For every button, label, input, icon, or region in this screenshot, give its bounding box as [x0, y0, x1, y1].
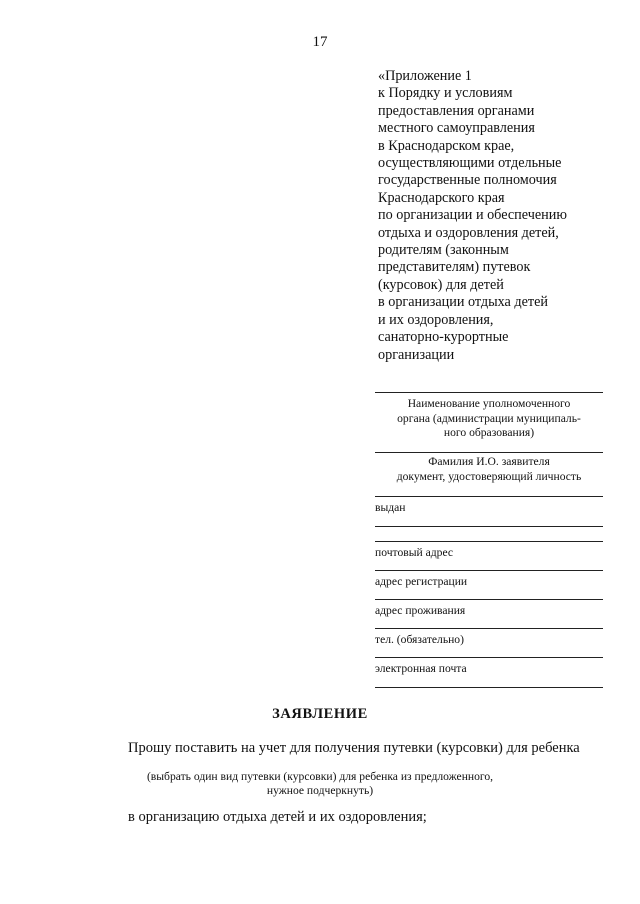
appendix-line: в Краснодарском крае,: [378, 137, 515, 154]
statement-title: ЗАЯВЛЕНИЕ: [272, 706, 368, 722]
selection-hint: (выбрать один вид путевки (курсовки) для ребенка из предложенного, нужное подчеркнуть): [146, 770, 494, 797]
identity-document-line[interactable]: [375, 496, 603, 497]
appendix-line: местного самоуправления: [378, 120, 535, 137]
appendix-line: организации: [378, 346, 455, 363]
authority-name-line[interactable]: [375, 392, 603, 393]
appendix-line: (курсовок) для детей: [378, 276, 504, 293]
appendix-line: предоставления органами: [378, 102, 535, 119]
appendix-line: отдыха и оздоровления детей,: [378, 224, 559, 241]
issued-line-1[interactable]: [375, 526, 603, 527]
appendix-line: «Приложение 1: [378, 68, 472, 84]
postal-address-line[interactable]: [375, 570, 603, 571]
appendix-line: Краснодарского края: [378, 189, 505, 206]
applicant-caption: Фамилия И.О. заявителя документ, удостоверяющий личность: [396, 455, 582, 483]
residence-address-label: адрес проживания: [375, 604, 466, 617]
email-line[interactable]: [375, 687, 603, 688]
page-number: 17: [312, 34, 328, 50]
applicant-name-line[interactable]: [375, 452, 603, 453]
appendix-line: осуществляющими отдельные: [378, 155, 562, 172]
appendix-line: и их оздоровления,: [378, 311, 494, 328]
registration-address-line[interactable]: [375, 599, 603, 600]
registration-address-label: адрес регистрации: [375, 575, 468, 588]
request-text: Прошу поставить на учет для получения путевки (курсовки) для ребенка: [128, 740, 580, 756]
authority-caption: Наименование уполномоченного органа (администрации муниципаль- ного образования): [397, 397, 581, 440]
residence-address-line[interactable]: [375, 628, 603, 629]
appendix-heading: [378, 68, 567, 364]
postal-address-label: почтовый адрес: [375, 546, 454, 559]
destination-text: в организацию отдыха детей и их оздоровления;: [128, 809, 427, 825]
phone-label: тел. (обязательно): [375, 633, 464, 646]
appendix-line: санаторно-курортные: [378, 329, 509, 346]
phone-line[interactable]: [375, 657, 603, 658]
appendix-line: в организации отдыха детей: [378, 294, 548, 311]
appendix-line: к Порядку и условиям: [378, 85, 513, 102]
appendix-line: представителям) путевок: [378, 259, 531, 276]
issued-label: выдан: [375, 501, 406, 514]
appendix-line: по организации и обеспечению: [378, 207, 567, 224]
appendix-line: государственные полномочия: [378, 172, 557, 189]
appendix-line: родителям (законным: [378, 242, 509, 259]
email-label: электронная почта: [375, 662, 467, 675]
issued-line-2[interactable]: [375, 541, 603, 542]
